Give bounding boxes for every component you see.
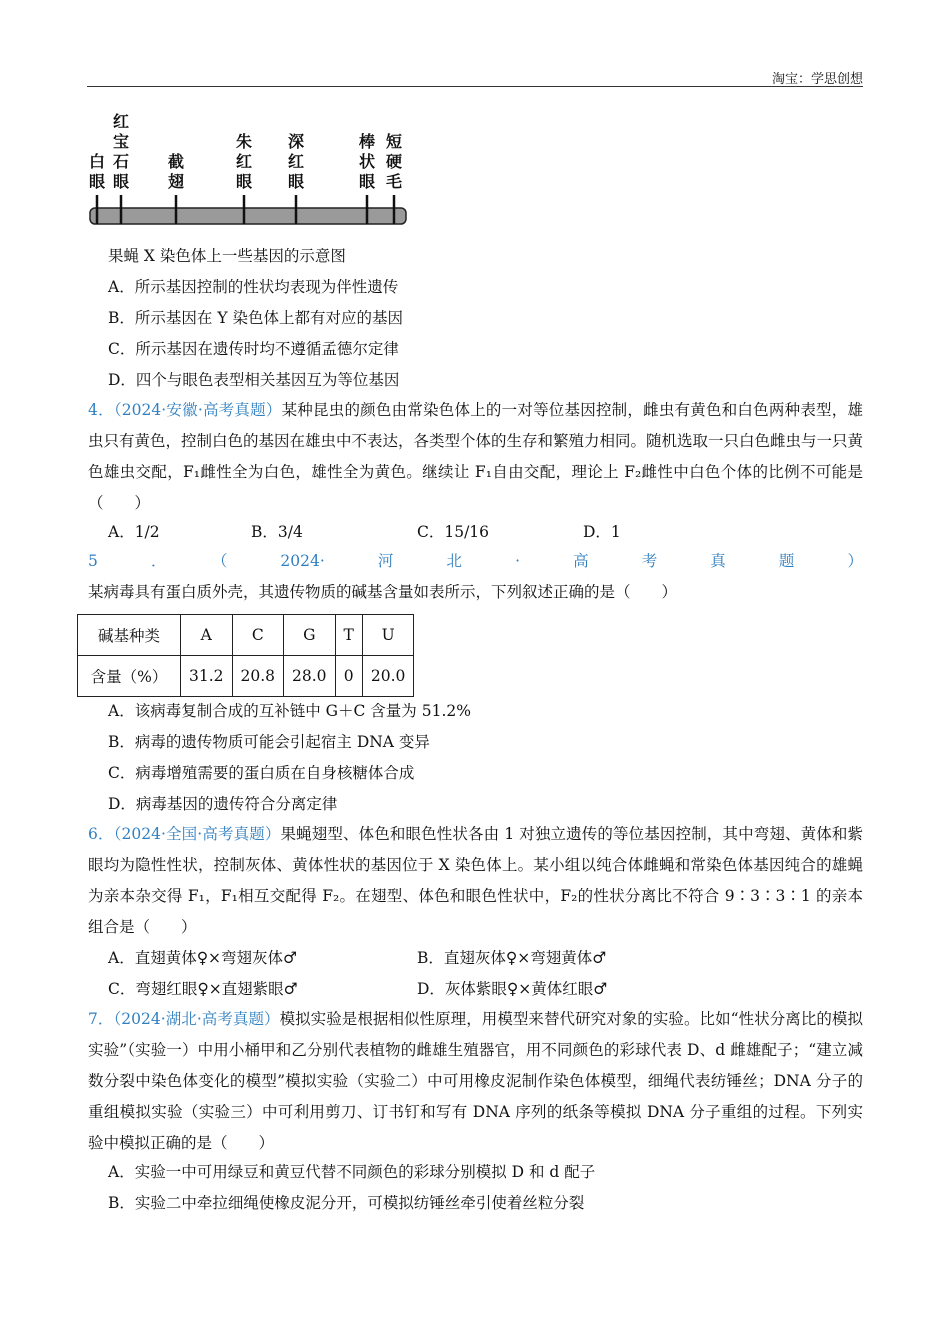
table-cell: G (284, 615, 336, 656)
gene-label: 朱 红 眼 (235, 132, 252, 191)
q5-stem: 某病毒具有蛋白质外壳，其遗传物质的碱基含量如表所示，下列叙述正确的是（ ） (88, 583, 678, 601)
table-cell: 含量（%） (78, 656, 181, 697)
q4-option-d: D．1 (583, 523, 621, 541)
table-header-row (78, 615, 414, 656)
q6-option-b: B．直翅灰体♀×弯翅黄体♂ (417, 949, 607, 967)
base-content-table (77, 614, 414, 697)
q3-option-d: D．四个与眼色表型相关基因互为等位基因 (108, 371, 400, 389)
table-row (78, 656, 414, 697)
q4-option-c: C．15/16 (417, 523, 490, 541)
q4-option-b: B．3/4 (251, 523, 303, 541)
q6-number: 6． (88, 825, 114, 843)
q5-number: 5． (88, 552, 220, 570)
table-cell: A (181, 615, 233, 656)
q7-stem: 模拟实验是根据相似性原理，用模型来替代研究对象的实验。比如“性状分离比的模拟实验”（实验一）中用小桶甲和乙分别代表植物的雌雄生殖器官，用不同颜色的彩球代表 D、d 雌雄配子；“建立减数分裂中染色体变化的模型”模拟实验（实验二）中可用橡皮泥制作染色体模型，细绳代表纺锤丝；DNA 分子的重组模拟实验（实验三）中可利用剪刀、订书钉和写有 DNA 序列的纸条等模拟 DNA 分子重组的过程。下列实验中模拟正确的是（ ） (88, 1010, 863, 1152)
gene-label: 白 眼 (88, 152, 105, 191)
table-cell: U (362, 615, 414, 656)
q6-option-a: A．直翅黄体♀×弯翅灰体♂ (108, 949, 297, 967)
q6-source: （2024·全国·高考真题） (113, 825, 281, 843)
q6-option-d: D．灰体紫眼♀×黄体红眼♂ (417, 980, 608, 998)
question-5 (88, 546, 863, 608)
q3-option-c: C．所示基因在遗传时均不遵循孟德尔定律 (108, 340, 399, 358)
header-shop-text: 淘宝：学思创想 (771, 72, 863, 87)
diagram-caption: 果蝇 X 染色体上一些基因的示意图 (108, 247, 346, 265)
q5-option-a: A．该病毒复制合成的互补链中 G＋C 含量为 51.2% (108, 702, 471, 720)
page-header (87, 66, 863, 87)
q6-option-c: C．弯翅红眼♀×直翅紫眼♂ (108, 980, 298, 998)
q5-option-d: D．病毒基因的遗传符合分离定律 (108, 795, 338, 813)
table-cell: C (232, 615, 284, 656)
q5-source: （2024·河北·高考真题） (219, 552, 863, 570)
table-cell: 0 (335, 656, 362, 697)
table-cell: 碱基种类 (78, 615, 181, 656)
question-4 (88, 395, 863, 519)
table-cell: 20.0 (362, 656, 414, 697)
question-6 (88, 819, 863, 943)
table-cell: 28.0 (284, 656, 336, 697)
question-7 (88, 1004, 863, 1159)
q3-option-a: A．所示基因控制的性状均表现为伴性遗传 (108, 278, 399, 296)
q5-option-b: B．病毒的遗传物质可能会引起宿主 DNA 变异 (108, 733, 430, 751)
q4-source: （2024·安徽·高考真题） (113, 401, 282, 419)
q3-option-b: B．所示基因在 Y 染色体上都有对应的基因 (108, 309, 403, 327)
table-cell: 20.8 (232, 656, 284, 697)
table-cell: T (335, 615, 362, 656)
q7-number: 7． (88, 1010, 114, 1028)
q6-stem: 果蝇翅型、体色和眼色性状各由 1 对独立遗传的等位基因控制，其中弯翅、黄体和紫眼均为隐性性状，控制灰体、黄体性状的基因位于 X 染色体上。某小组以纯合体雌蝇和常染色体基因纯合的雄蝇为亲本杂交得 F₁，F₁相互交配得 F₂。在翅型、体色和眼色性状中，F₂的性状分离比不符合 9∶3∶3∶1 的亲本组合是（ ） (88, 825, 863, 936)
q7-option-b: B．实验二中牵拉细绳使橡皮泥分开，可模拟纺锤丝牵引使着丝粒分裂 (108, 1194, 585, 1212)
q4-number: 4． (88, 401, 114, 419)
q4-option-a: A．1/2 (108, 523, 160, 541)
chromosome-diagram (88, 110, 418, 230)
q4-stem: 某种昆虫的颜色由常染色体上的一对等位基因控制，雌虫有黄色和白色两种表型，雄虫只有黄色，控制白色的基因在雄虫中不表达，各类型个体的生存和繁殖力相同。随机选取一只白色雌虫与一只黄色雄虫交配，F₁雌性全为白色，雄性全为黄色。继续让 F₁自由交配，理论上 F₂雌性中白色个体的比例不可能是（ ） (88, 401, 864, 512)
q5-option-c: C．病毒增殖需要的蛋白质在自身核糖体合成 (108, 764, 415, 782)
gene-label: 深 红 眼 (287, 132, 304, 191)
gene-label: 短 硬 毛 (385, 132, 402, 191)
gene-label: 棒 状 眼 (358, 132, 375, 191)
gene-label: 红 宝 石 眼 (112, 112, 129, 191)
q7-option-a: A．实验一中可用绿豆和黄豆代替不同颜色的彩球分别模拟 D 和 d 配子 (108, 1163, 596, 1181)
table-cell: 31.2 (181, 656, 233, 697)
gene-label: 截 翅 (167, 152, 184, 191)
q7-source: （2024·湖北·高考真题） (113, 1010, 280, 1028)
